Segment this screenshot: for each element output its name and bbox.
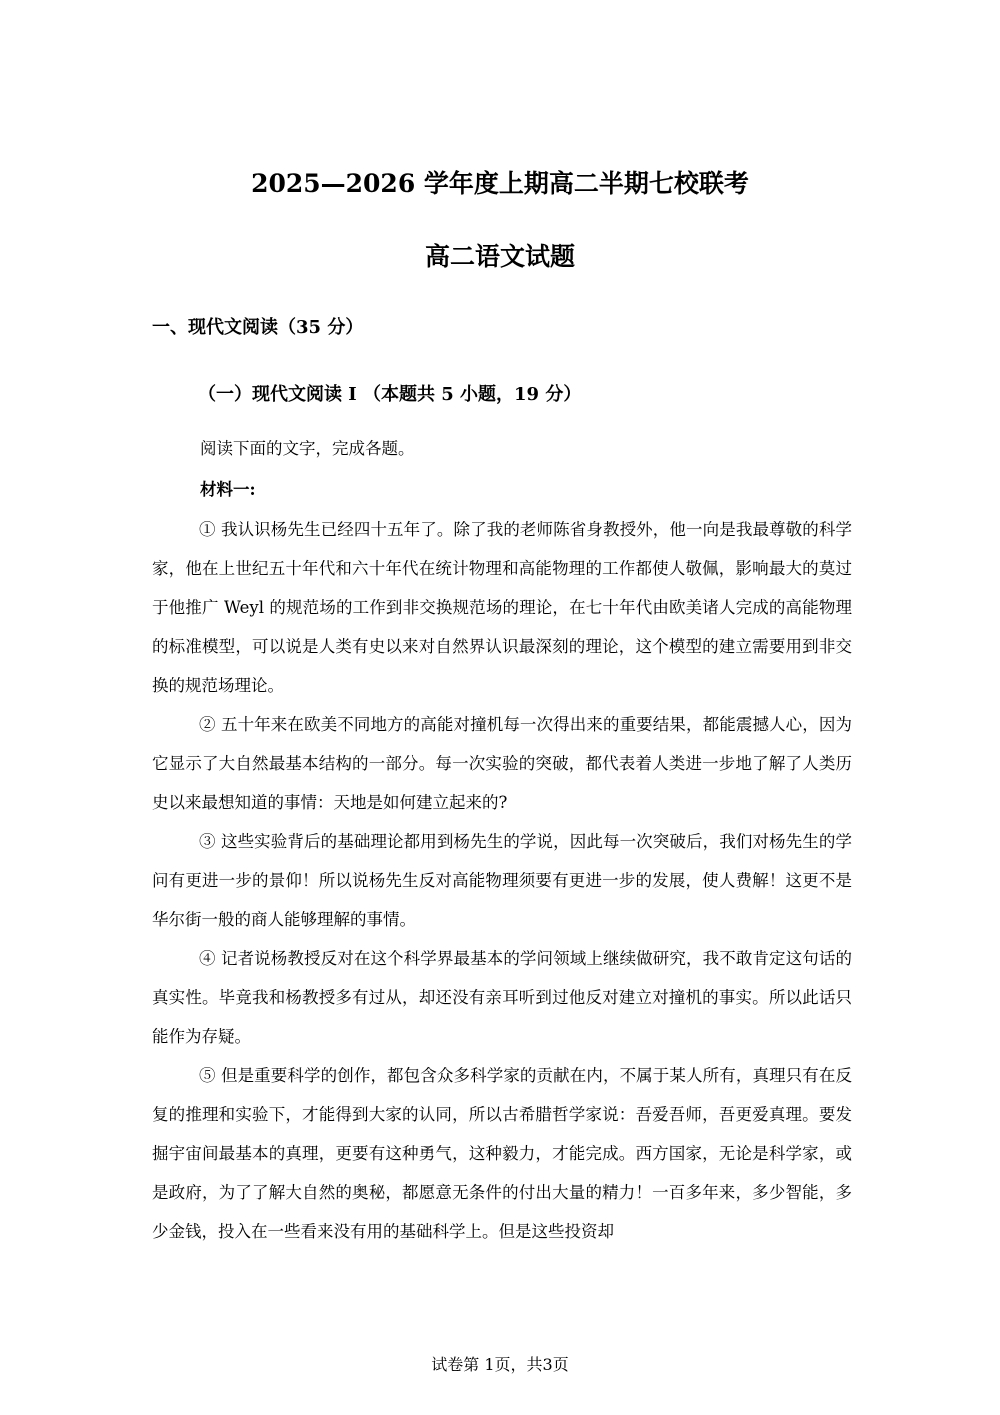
- paragraph-1: ① 我认识杨先生已经四十五年了。除了我的老师陈省身教授外，他一向是我最尊敬的科学家，他在上世纪五十年代和六十年代在统计物理和高能物理的工作都使人敬佩，影响最大的莫过于他推广 Weyl 的规范场的工作到非交换规范场的理论，在七十年代由欧美诸人完成的高能物理的标准模型，可以说是人类有史以来对自然界认识最深刻的理论，这个模型的建立需要用到非交换的规范场理论。: [152, 520, 852, 695]
- paragraph-5: ⑤ 但是重要科学的创作，都包含众多科学家的贡献在内，不属于某人所有，真理只有在反复的推理和实验下，才能得到大家的认同，所以古希腊哲学家说：吾爱吾师，吾更爱真理。要发掘宇宙间最基本的真理，更要有这种勇气，这种毅力，才能完成。西方国家，无论是科学家，或是政府，为了了解大自然的奥秘，都愿意无条件的付出大量的精力！一百多年来，多少智能，多少金钱，投入在一些看来没有用的基础科学上。但是这些投资却: [152, 1066, 852, 1241]
- paragraph-4: ④ 记者说杨教授反对在这个科学界最基本的学问领域上继续做研究，我不敢肯定这句话的真实性。毕竟我和杨教授多有过从，却还没有亲耳听到过他反对建立对撞机的事实。所以此话只能作为存疑。: [152, 949, 852, 1046]
- page-footer: 试卷第 1页，共3页: [431, 1355, 569, 1374]
- exam-title: 2025—2026 学年度上期高二半期七校联考: [251, 169, 749, 198]
- section-subheading: （一）现代文阅读 I （本题共 5 小题，19 分）: [198, 384, 582, 405]
- exam-subtitle: 高二语文试题: [424, 242, 575, 271]
- material-label: 材料一:: [200, 480, 256, 499]
- paragraph-2: ② 五十年来在欧美不同地方的高能对撞机每一次得出来的重要结果，都能震撼人心，因为它显示了大自然最基本结构的一部分。每一次实验的突破，都代表着人类进一步地了解了人类历史以来最想知道的事情：天地是如何建立起来的?: [152, 715, 852, 812]
- paragraph-3: ③ 这些实验背后的基础理论都用到杨先生的学说，因此每一次突破后，我们对杨先生的学问有更进一步的景仰！所以说杨先生反对高能物理须要有更进一步的发展，使人费解！这更不是华尔街一般的商人能够理解的事情。: [152, 832, 852, 929]
- reading-instruction: 阅读下面的文字，完成各题。: [200, 439, 415, 458]
- section-heading: 一、现代文阅读（35 分）: [152, 317, 364, 338]
